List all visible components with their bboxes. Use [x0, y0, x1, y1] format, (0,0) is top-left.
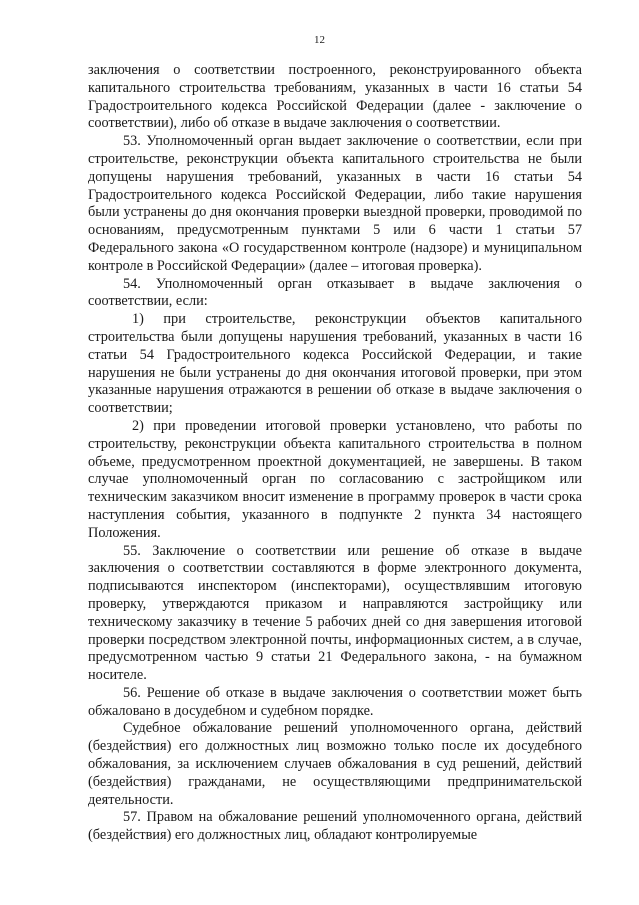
page-number: 12	[314, 34, 325, 46]
paragraph-54-item-1: 1) при строительстве, реконструкции объектов капитального строительства были допущены нарушения требований, указанных в части 16 статьи 54 Градостроительного кодекса Российской Федерации, и такие нарушения не были устранены до дня окончания итоговой проверки, при этом указанные нарушения отражаются в решении об отказе в выдаче заключения о соответствии;	[88, 311, 582, 417]
paragraph-56: 56. Решение об отказе в выдаче заключения о соответствии может быть обжаловано в досудебном и судебном порядке.	[88, 684, 582, 719]
paragraph-54-item-2: 2) при проведении итоговой проверки установлено, что работы по строительству, реконструкции объекта капитального строительства в полном объеме, предусмотренном проектной документацией, не завершены. В таком случае уполномоченный орган по согласованию с застройщиком или техническим заказчиком вносит изменение в программу проверок в части срока наступления события, указанного в подпункте 2 пункта 34 настоящего Положения.	[88, 417, 582, 541]
document-body	[88, 62, 582, 845]
paragraph-53: 53. Уполномоченный орган выдает заключение о соответствии, если при строительстве, реконструкции объекта капитального строительства не были допущены нарушения требований, указанных в части 16 статьи 54 Градостроительного кодекса Российской Федерации, либо такие нарушения были устранены до дня окончания проверки выездной проверки, проводимой по основаниям, предусмотренным пунктами 5 или 6 части 1 статьи 57 Федерального закона «О государственном контроле (надзоре) и муниципальном контроле в Российской Федерации» (далее – итоговая проверка).	[88, 133, 582, 274]
paragraph-56-judicial: Судебное обжалование решений уполномоченного органа, действий (бездействия) его должностных лиц возможно только после их досудебного обжалования, за исключением случаев обжалования в суд решений, действий (бездействия) гражданами, не осуществляющими предпринимательской деятельности.	[88, 720, 582, 808]
paragraph-continuation: заключения о соответствии построенного, реконструированного объекта капитального строительства требованиям, указанных в части 16 статьи 54 Градостроительного кодекса Российской Федерации (далее - заключение о соответствии), либо об отказе в выдаче заключения о соответствии.	[88, 62, 582, 132]
paragraph-57: 57. Правом на обжалование решений уполномоченного органа, действий (бездействия) его должностных лиц, обладают контролируемые	[88, 809, 582, 844]
paragraph-54: 54. Уполномоченный орган отказывает в выдаче заключения о соответствии, если:	[88, 275, 582, 310]
paragraph-55: 55. Заключение о соответствии или решение об отказе в выдаче заключения о соответствии составляются в форме электронного документа, подписываются инспектором (инспекторами), осуществлявшим итоговую проверку, утверждаются приказом и направляются застройщику или техническому заказчику в течение 5 рабочих дней со дня завершения итоговой проверки посредством электронной почты, информационных систем, а в случае, предусмотренном частью 9 статьи 21 Федерального закона, - на бумажном носителе.	[88, 542, 582, 684]
